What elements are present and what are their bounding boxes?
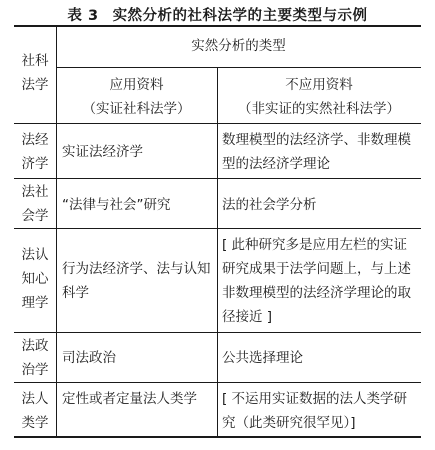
row-name-line: 法认 — [21, 247, 49, 263]
header-corner-line: 社科 — [21, 53, 49, 69]
header-col1-line: （实证社科法学） — [82, 101, 191, 117]
header-col2-line: 不应用资料 — [285, 77, 353, 93]
header-corner — [14, 49, 56, 97]
row-1-col1: 实证法经济学 — [62, 144, 143, 160]
row-name-line: 会学 — [21, 208, 49, 224]
row-4-col2: 公共选择理论 — [222, 350, 303, 366]
table-number: 表 3 — [67, 8, 99, 24]
row-4-col1: 司法政治 — [62, 350, 116, 366]
row-1-name — [14, 128, 56, 176]
header-col1 — [56, 73, 217, 121]
header-col2-line: （非实证的实然社科法学） — [238, 101, 400, 117]
row-name-line: 法经 — [21, 132, 49, 148]
row-name-line: 法人 — [21, 391, 49, 407]
row-3-col1: 行为法经济学、法与认知科学 — [62, 261, 211, 301]
row-name-line: 治学 — [21, 362, 49, 378]
row-name-line: 法社 — [21, 184, 49, 200]
header-mid-rule — [56, 67, 421, 68]
row-2-col1: “法律与社会”研究 — [62, 197, 171, 213]
row-2-col2: 法的社会学分析 — [222, 197, 317, 213]
header-col2 — [217, 73, 421, 121]
row-4-name — [14, 334, 56, 382]
row-name-line: 济学 — [21, 156, 49, 172]
row-2-name — [14, 180, 56, 228]
row-5-col2: [ 不运用实证数据的法人类学研究（此类研究很罕见）] — [222, 391, 408, 431]
header-col1-line: 应用资料 — [109, 77, 164, 93]
row-5-col1: 定性或者定量法人类学 — [62, 391, 197, 407]
row-3-col2: [ 此种研究多是应用左栏的实证研究成果于法学问题上，与上述非数理模型的法经济学理论的取径接近 ] — [222, 237, 411, 325]
row-5-name — [14, 387, 56, 435]
header-corner-line: 法学 — [21, 77, 49, 93]
row-3-name — [14, 243, 56, 315]
row-name-line: 理学 — [21, 295, 49, 311]
row-1-col2: 数理模型的法经济学、非数理模型的法经济学理论 — [222, 132, 411, 172]
column-rule-2 — [217, 67, 218, 438]
row-name-line: 知心 — [21, 271, 49, 287]
table-title: 实然分析的社科法学的主要类型与示例 — [112, 8, 368, 24]
header-group-title: 实然分析的类型 — [191, 38, 286, 54]
row-name-line: 类学 — [21, 415, 49, 431]
table-caption — [0, 4, 435, 25]
table-top-rule — [14, 25, 421, 27]
row-name-line: 法政 — [21, 338, 49, 354]
